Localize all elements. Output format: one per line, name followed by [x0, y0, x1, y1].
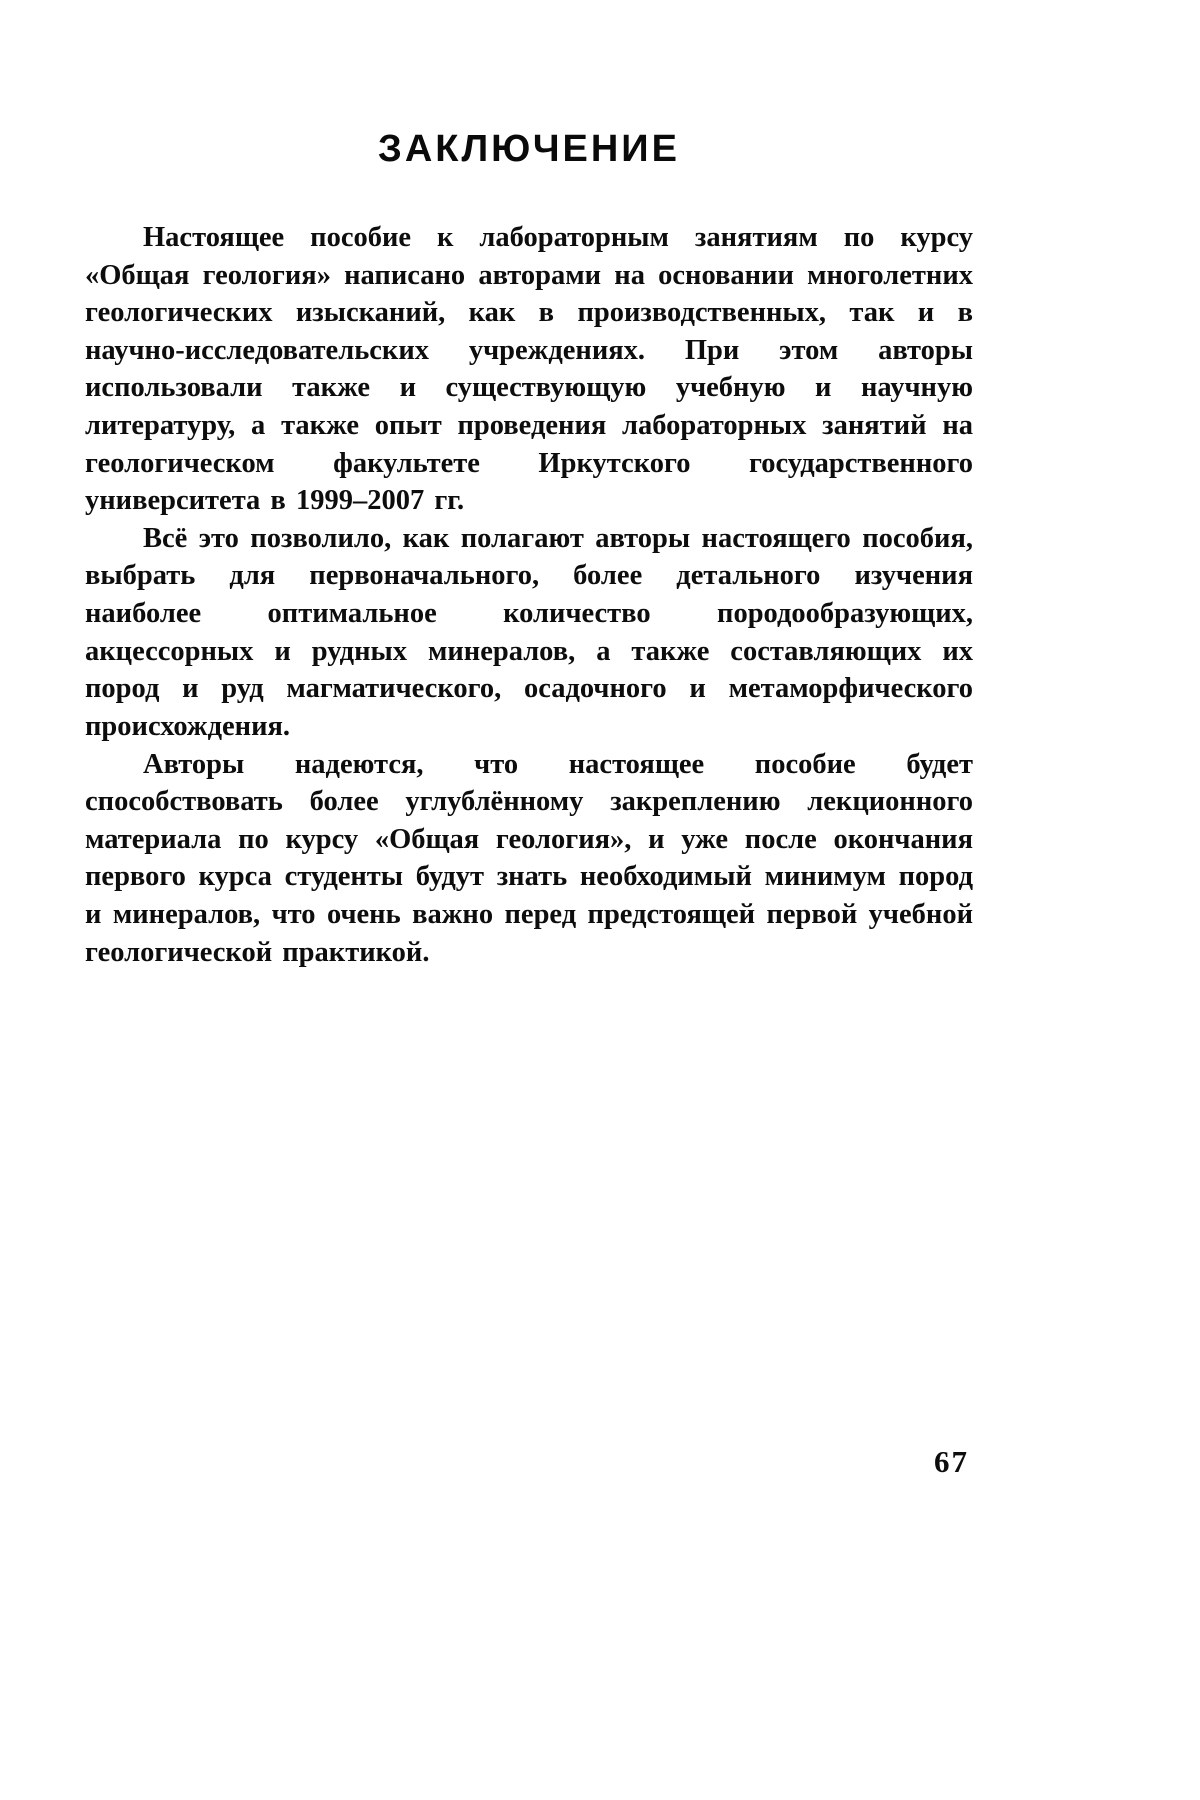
page-number: 67 [934, 1444, 969, 1479]
paragraph-3: Авторы надеются, что настоящее пособие будет способствовать более углублённому закреплению лекционного материала по курсу «Общая геология», и уже после окончания первого курса студенты будут знать необходимый минимум пород и минералов, что очень важно перед предстоящей первой учебной геологической практикой. [85, 748, 973, 968]
paragraph-1: Настоящее пособие к лабораторным занятиям по курсу «Общая геология» написано авторами на основании многолетних геологических изысканий, как в производственных, так и в научно-исследовательских учреждениях. При этом авторы использовали также и существующую учебную и научную литературу, а также опыт проведения лабораторных занятий на геологическом факультете Иркутского государственного университета в 1999–2007 гг. [85, 222, 973, 517]
text-block [85, 128, 973, 971]
page-title: ЗАКЛЮЧЕНИЕ [378, 128, 680, 170]
paragraph-2: Всё это позволило, как полагают авторы настоящего пособия, выбрать для первоначального, более детального изучения наиболее оптимальное количество породообразующих, акцессорных и рудных минералов, а также составляющих их пород и руд магматического, осадочного и метаморфического происхождения. [85, 522, 973, 742]
